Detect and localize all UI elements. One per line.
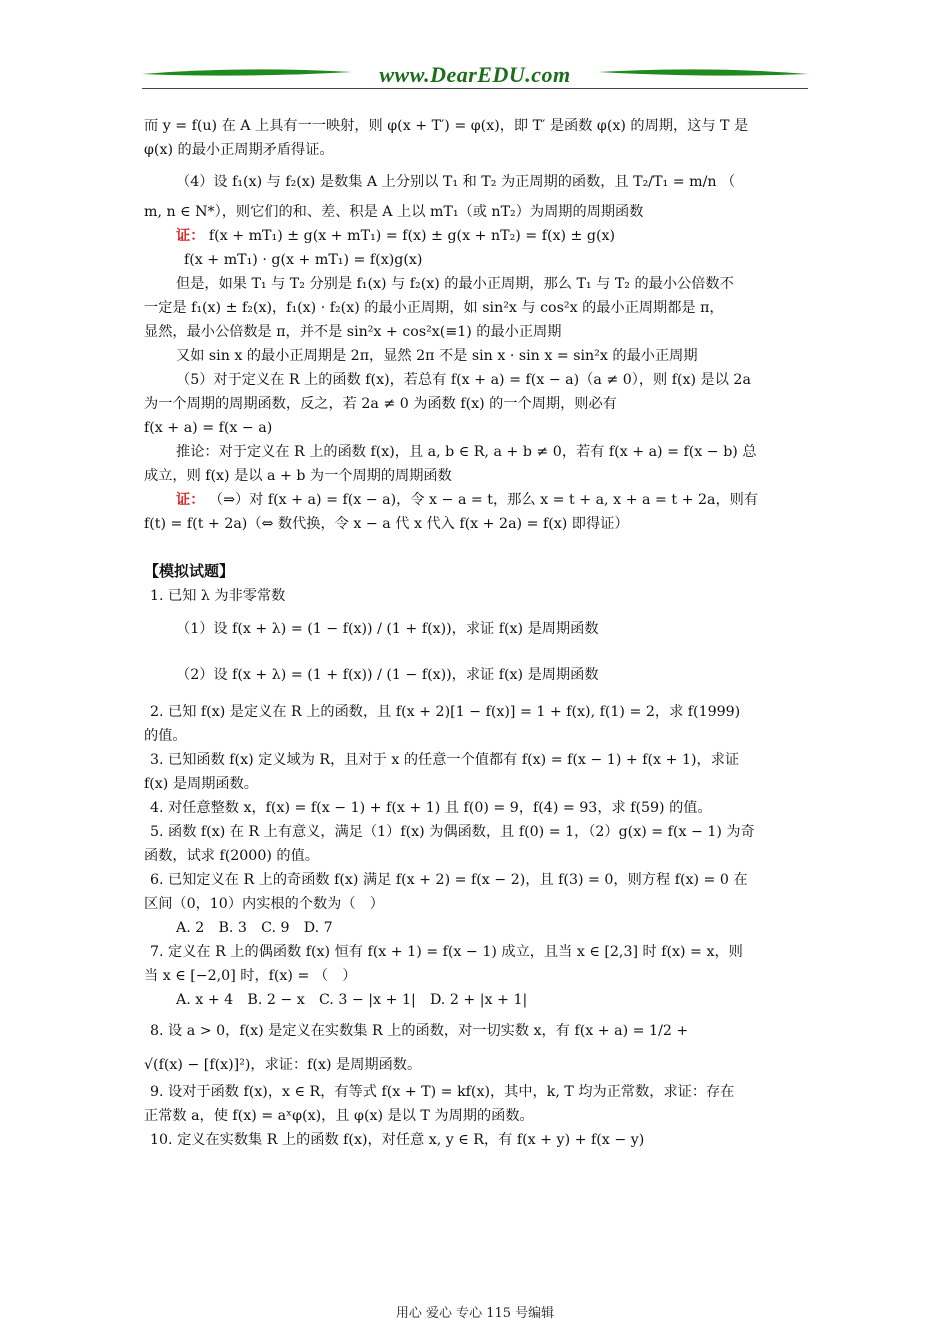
- question-line: （1）设 f(x + λ) = (1 − f(x)) / (1 + f(x))，求证 f(x) 是周期函数: [176, 621, 599, 637]
- proof-line: [144, 224, 808, 248]
- body-line: m, n ∈ N*），则它们的和、差、积是 A 上以 mT₁（或 nT₂）为周期的周期函数: [144, 204, 644, 220]
- body-line: 成立，则 f(x) 是以 a + b 为一个周期的周期函数: [144, 468, 452, 484]
- body-line: 又如 sin x 的最小正周期是 2π，显然 2π 不是 sin x · sin x = sin²x 的最小正周期: [176, 348, 698, 364]
- body-line: （5）对于定义在 R 上的函数 f(x)，若总有 f(x + a) = f(x − a)（a ≠ 0），则 f(x) 是以 2a: [176, 372, 751, 388]
- body-line: （4）设 f₁(x) 与 f₂(x) 是数集 A 上分别以 T₁ 和 T₂ 为正周期的函数，且 T₂/T₁ = m/n （: [176, 174, 736, 190]
- body-line: f(x + mT₁) · g(x + mT₁) = f(x)g(x): [184, 252, 423, 268]
- body-line: 为一个周期的周期函数，反之，若 2a ≠ 0 为函数 f(x) 的一个周期，则必有: [144, 396, 617, 412]
- body-line: f(t) = f(t + 2a)（⇔ 数代换，令 x − a 代 x 代入 f(x + 2a) = f(x) 即得证）: [144, 516, 629, 532]
- question-line: 8. 设 a > 0，f(x) 是定义在实数集 R 上的函数，对一切实数 x，有 f(x + a) = 1/2 +: [150, 1023, 689, 1039]
- proof-text: f(x + mT₁) ± g(x + mT₁) = f(x) ± g(x + nT₂) = f(x) ± g(x): [208, 228, 616, 244]
- question-options: A. 2 B. 3 C. 9 D. 7: [176, 920, 333, 936]
- proof-label: 证：: [176, 492, 205, 508]
- body-line: φ(x) 的最小正周期矛盾得证。: [144, 142, 334, 158]
- question-line: 7. 定义在 R 上的偶函数 f(x) 恒有 f(x + 1) = f(x − 1) 成立，且当 x ∈ [2,3] 时 f(x) = x，则: [150, 944, 743, 960]
- site-title: www.DearEDU.com: [379, 62, 571, 87]
- question-line: 的值。: [144, 728, 187, 744]
- body-line: 但是，如果 T₁ 与 T₂ 分别是 f₁(x) 与 f₂(x) 的最小正周期，那么 T₁ 与 T₂ 的最小公倍数不: [176, 276, 734, 292]
- question-line: 2. 已知 f(x) 是定义在 R 上的函数，且 f(x + 2)[1 − f(x)] = 1 + f(x), f(1) = 2，求 f(1999): [150, 704, 741, 720]
- header-rule: [142, 88, 808, 89]
- question-line: 9. 设对于函数 f(x)，x ∈ R，有等式 f(x + T) = kf(x)，其中，k, T 均为正常数，求证：存在: [150, 1084, 735, 1100]
- question-options: A. x + 4 B. 2 − x C. 3 − |x + 1| D. 2 + |x + 1|: [176, 992, 528, 1008]
- page-footer: 用心 爱心 专心 115 号编辑: [395, 1306, 555, 1321]
- document-body: [144, 114, 808, 1152]
- question-line: √(f(x) − [f(x)]²)，求证：f(x) 是周期函数。: [144, 1057, 422, 1073]
- page-header: [142, 62, 808, 94]
- question-line: f(x) 是周期函数。: [144, 776, 258, 792]
- body-line: 推论：对于定义在 R 上的函数 f(x)，且 a, b ∈ R, a + b ≠ 0，若有 f(x + a) = f(x − b) 总: [176, 444, 757, 460]
- question-line: 4. 对任意整数 x，f(x) = f(x − 1) + f(x + 1) 且 f(0) = 9，f(4) = 93，求 f(59) 的值。: [150, 800, 712, 816]
- body-line: f(x + a) = f(x − a): [144, 420, 273, 436]
- question-line: 当 x ∈ [−2,0] 时，f(x) = （ ）: [144, 968, 357, 984]
- body-line: 显然，最小公倍数是 π，并不是 sin²x + cos²x(≡1) 的最小正周期: [144, 324, 562, 340]
- question-line: 正常数 a，使 f(x) = aˣφ(x)，且 φ(x) 是以 T 为周期的函数。: [144, 1108, 534, 1124]
- spacer: [144, 536, 808, 558]
- proof-line: [144, 488, 808, 512]
- question-line: 10. 定义在实数集 R 上的函数 f(x)，对任意 x, y ∈ R，有 f(x + y) + f(x − y): [150, 1132, 645, 1148]
- question-line: 1. 已知 λ 为非零常数: [150, 588, 286, 604]
- question-line: 函数，试求 f(2000) 的值。: [144, 848, 319, 864]
- proof-text: （⇒）对 f(x + a) = f(x − a)，令 x − a = t，那么 x = t + a, x + a = t + 2a，则有: [208, 492, 759, 508]
- question-line: 区间（0，10）内实根的个数为（ ）: [144, 896, 384, 912]
- question-line: 5. 函数 f(x) 在 R 上有意义，满足（1）f(x) 为偶函数，且 f(0) = 1，（2）g(x) = f(x − 1) 为奇: [150, 824, 755, 840]
- question-line: 3. 已知函数 f(x) 定义域为 R，且对于 x 的任意一个值都有 f(x) = f(x − 1) + f(x + 1)，求证: [150, 752, 740, 768]
- proof-label: 证：: [176, 228, 205, 244]
- section-title: 【模拟试题】: [144, 562, 235, 580]
- body-line: 一定是 f₁(x) ± f₂(x)，f₁(x) · f₂(x) 的最小正周期，如 sin²x 与 cos²x 的最小正周期都是 π，: [144, 300, 724, 316]
- question-line: 6. 已知定义在 R 上的奇函数 f(x) 满足 f(x + 2) = f(x − 2)，且 f(3) = 0，则方程 f(x) = 0 在: [150, 872, 748, 888]
- question-line: （2）设 f(x + λ) = (1 + f(x)) / (1 − f(x))，求证 f(x) 是周期函数: [176, 667, 599, 683]
- body-line: 而 y = f(u) 在 A 上具有一一映射，则 φ(x + T′) = φ(x)，即 T′ 是函数 φ(x) 的周期，这与 T 是: [144, 118, 749, 134]
